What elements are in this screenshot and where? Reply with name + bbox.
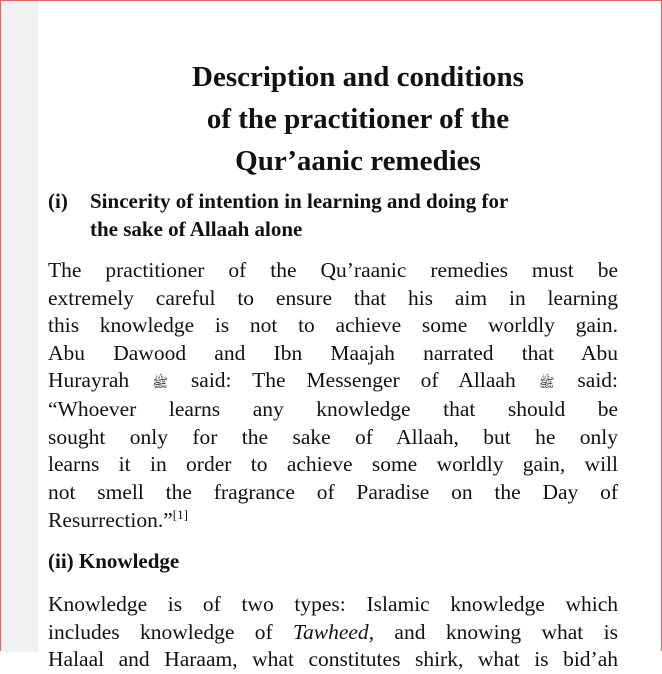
footnote-marker: [1] [172, 506, 188, 522]
section-number: (i) [48, 189, 68, 213]
text-fragment: Hurayrah [48, 368, 130, 393]
text-line [48, 507, 618, 535]
text-line: “Whoever learns any knowledge that should be [48, 397, 618, 422]
paragraph-knowledge [48, 591, 618, 672]
chapter-title-line-1: Description and conditions [192, 61, 524, 93]
text-line [48, 619, 618, 647]
text-fragment: Resurrection.” [48, 507, 173, 532]
text-line: learns it in order to achieve some worldly gain, will [48, 452, 618, 477]
paragraph-sincerity [48, 257, 618, 534]
honorific-glyph: ﷺ [152, 374, 168, 390]
section-title-line-2: the sake of Allaah alone [90, 217, 303, 241]
text-fragment: includes knowledge of [48, 619, 273, 644]
honorific-glyph: ﷺ [538, 374, 555, 390]
text-line: The practitioner of the Qu’raanic remedies must be [48, 258, 618, 282]
text-line: extremely careful to ensure that his aim in learning [48, 285, 618, 310]
italic-term: Tawheed [293, 619, 369, 644]
section-heading-knowledge [48, 547, 179, 575]
text-fragment: , and knowing what is [368, 619, 618, 644]
text-line: sought only for the sake of Allaah, but he only [48, 424, 618, 449]
text-fragment: said: [577, 368, 619, 393]
text-line: not smell the fragrance of Paradise on the Day of [48, 480, 618, 505]
chapter-title-line-3: Qur’aanic remedies [235, 145, 481, 177]
section-heading-sincerity [48, 187, 508, 243]
text-line-cut-off: Halaal and Haraam, what constitutes shirk, what is bid’ah [48, 647, 618, 672]
text-fragment: said: The Messenger of Allaah [190, 368, 516, 393]
text-line: Knowledge is of two types: Islamic knowledge which [48, 592, 618, 616]
section-title-line-1: Sincerity of intention in learning and doing for [90, 189, 509, 213]
text-line [48, 367, 618, 396]
document-page [38, 1, 660, 672]
text-line: Abu Dawood and Ibn Maajah narrated that Abu [48, 340, 618, 365]
section-title: (ii) Knowledge [48, 549, 180, 573]
left-margin-strip [1, 1, 38, 652]
chapter-title [38, 56, 660, 182]
chapter-title-line-2: of the practitioner of the [206, 103, 510, 135]
text-line: this knowledge is not to achieve some worldly gain. [48, 313, 618, 338]
